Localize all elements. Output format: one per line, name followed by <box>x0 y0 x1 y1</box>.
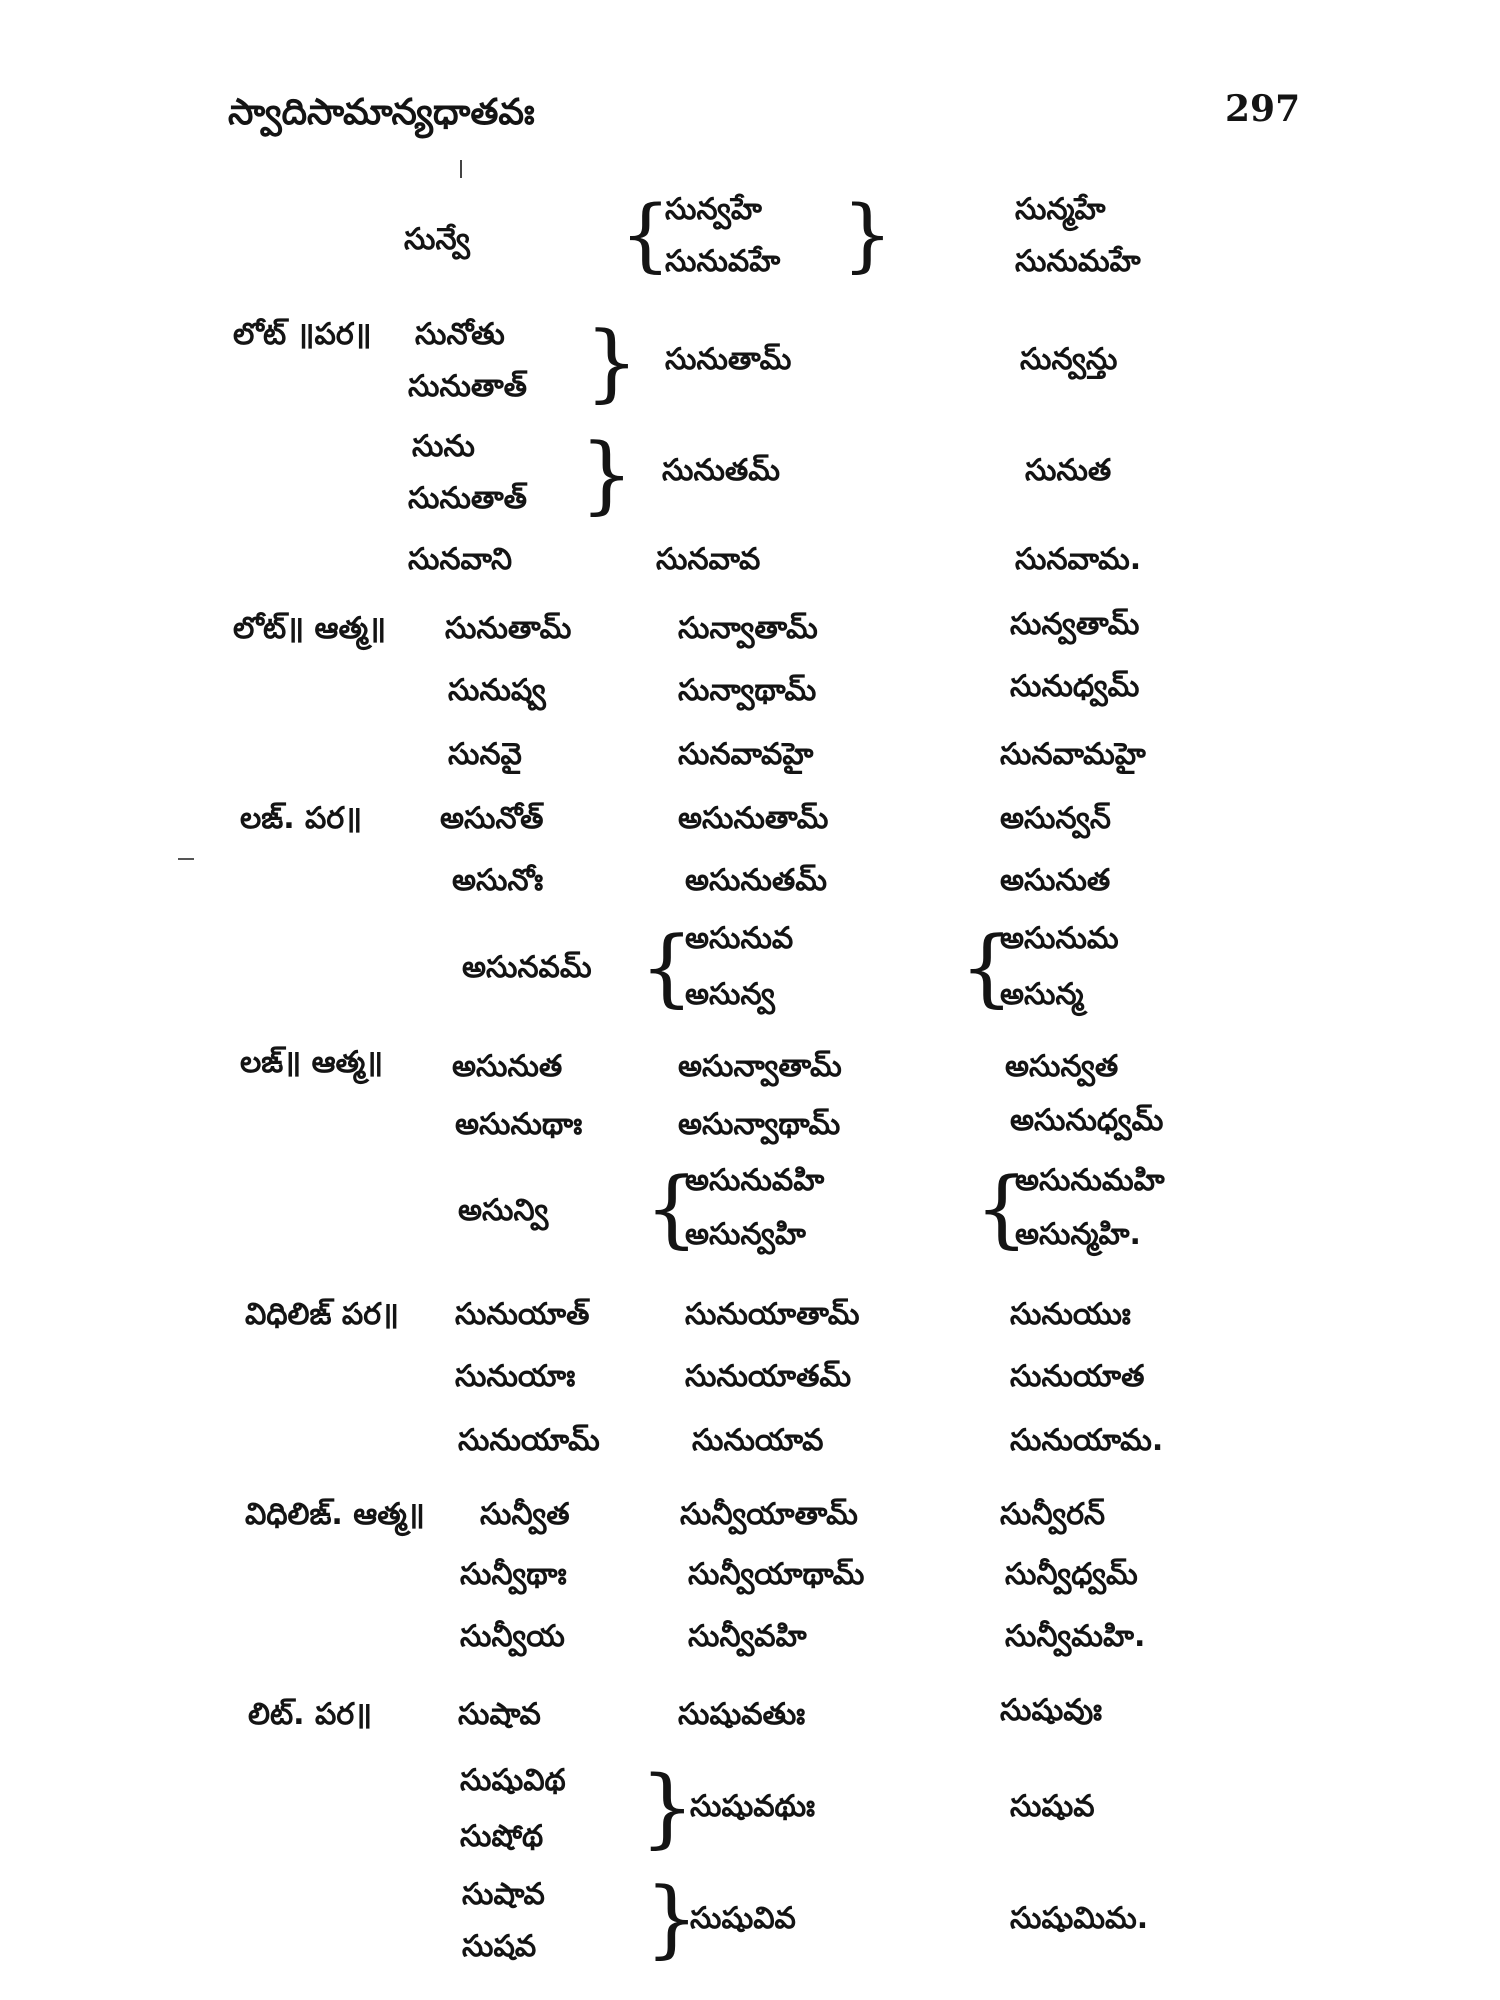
tense-label: లఙ్. పర॥ <box>240 801 363 836</box>
tense-label: విధిలిఙ్ పర॥ <box>245 1297 399 1332</box>
form-cell: అసున్వి <box>458 1193 549 1228</box>
form-cell: సునుతామ్ <box>665 342 792 377</box>
form-cell: సున్వీరన్ <box>1000 1497 1106 1532</box>
form-cell: సుషువుః <box>1000 1693 1103 1728</box>
form-cell: సునుతామ్ <box>445 611 572 646</box>
form-cell: సునవావ <box>656 542 761 577</box>
left-brace-icon: { <box>645 1159 699 1257</box>
form-cell: సునవావహై <box>678 737 814 772</box>
form-cell: సుషావ <box>462 1877 545 1912</box>
form-cell: సుషువిథ <box>460 1763 566 1798</box>
form-cell: అసునుథాః <box>455 1107 583 1142</box>
form-cell: సునుయాతమ్ <box>685 1359 852 1394</box>
right-brace-icon: } <box>580 425 634 523</box>
form-cell: అసున్వన్ <box>1000 801 1111 836</box>
form-cell: సునవాని <box>408 542 513 577</box>
form-cell: సున్వాథామ్ <box>678 673 817 708</box>
form-cell: సున్వన్తు <box>1020 342 1118 377</box>
form-cell: సునువహే <box>665 244 781 279</box>
form-cell: సున్వీధ్వమ్ <box>1005 1557 1138 1592</box>
form-cell: అసునుత <box>1000 863 1111 898</box>
form-cell: సున్వతామ్ <box>1010 607 1140 642</box>
form-cell: సున్వీయాతామ్ <box>680 1497 858 1532</box>
form-cell: సున్వాతామ్ <box>678 611 818 646</box>
print-speck <box>460 160 462 178</box>
form-cell: సుషువ <box>1010 1789 1095 1824</box>
margin-mark <box>178 858 194 860</box>
form-cell: సునుయాత <box>1010 1359 1145 1394</box>
form-cell: అసున్మహి. <box>1015 1217 1141 1252</box>
form-cell: సునవై <box>448 737 522 772</box>
form-cell: అసునుమ <box>1000 921 1119 956</box>
right-brace-icon: } <box>640 1758 695 1858</box>
form-cell: సునుయాతామ్ <box>685 1297 860 1332</box>
form-cell: అసునుతామ్ <box>678 801 829 836</box>
form-cell: సునవామహై <box>1000 737 1146 772</box>
tense-label: లోట్॥ ఆత్మ॥ <box>233 611 387 646</box>
form-cell: సునుత <box>1025 453 1112 488</box>
page-number: 297 <box>1225 88 1301 130</box>
form-cell: సున్వహే <box>665 192 762 227</box>
form-cell: సునుమహే <box>1015 244 1141 279</box>
left-brace-icon: { <box>620 188 671 281</box>
form-cell: సునుయామ. <box>1010 1423 1164 1458</box>
form-cell: అసున్వహి <box>685 1217 806 1252</box>
form-cell: అసునుతమ్ <box>685 863 827 898</box>
form-cell: సుషువివ <box>690 1901 796 1936</box>
form-cell: అసునువహి <box>685 1163 825 1198</box>
tense-label: లిట్. పర॥ <box>248 1697 373 1732</box>
left-brace-icon: { <box>640 918 694 1016</box>
form-cell: సునుతాత్ <box>408 481 528 516</box>
tense-label: లోట్ ॥పర॥ <box>233 317 372 352</box>
form-cell: సున్వీవహి <box>688 1619 807 1654</box>
form-cell: సున్వీత <box>480 1497 570 1532</box>
form-cell: సుషువతుః <box>678 1697 806 1732</box>
left-brace-icon: { <box>975 1159 1029 1257</box>
form-cell: సుషవ <box>462 1929 537 1964</box>
tense-label: విధిలిఙ్. ఆత్మ॥ <box>245 1497 425 1532</box>
right-brace-icon: } <box>645 1869 699 1967</box>
form-cell: సున్వీమహి. <box>1005 1619 1146 1654</box>
form-cell: సున్వే <box>404 222 470 257</box>
form-cell: సున్వీయాథామ్ <box>688 1557 865 1592</box>
form-cell: సున్మహే <box>1015 192 1106 227</box>
form-cell: అసునవమ్ <box>462 950 592 985</box>
right-brace-icon: } <box>585 313 639 411</box>
form-cell: అసునోః <box>452 863 544 898</box>
form-cell: అసున్వత <box>1005 1049 1119 1084</box>
form-cell: సునుయామ్ <box>458 1423 600 1458</box>
form-cell: సునుయావ <box>692 1423 824 1458</box>
form-cell: అసునుధ్వమ్ <box>1010 1103 1164 1138</box>
form-cell: సున్వీథాః <box>460 1557 567 1592</box>
form-cell: సునుయాః <box>455 1359 576 1394</box>
form-cell: అసున్వాతామ్ <box>678 1049 842 1084</box>
tense-label: లఙ్॥ ఆత్మ॥ <box>240 1045 384 1080</box>
form-cell: అసునువ <box>685 921 794 956</box>
left-brace-icon: { <box>960 918 1014 1016</box>
form-cell: సునుతాత్ <box>408 369 528 404</box>
form-cell: సునోతు <box>415 317 505 352</box>
form-cell: సునుతమ్ <box>662 453 780 488</box>
running-header: స్వాదిసామాన్యధాతవః <box>228 92 535 133</box>
form-cell: సుషువథుః <box>690 1789 815 1824</box>
right-brace-icon: } <box>842 188 893 281</box>
form-cell: సునుధ్వమ్ <box>1010 669 1140 704</box>
form-cell: అసున్వాథామ్ <box>678 1107 841 1142</box>
form-cell: అసున్వ <box>685 977 775 1012</box>
form-cell: సుషుమిమ. <box>1010 1901 1149 1936</box>
form-cell: సుషోథ <box>460 1819 544 1854</box>
form-cell: సునుయుః <box>1010 1297 1131 1332</box>
form-cell: సున్వీయ <box>460 1619 565 1654</box>
form-cell: అసునుమహి <box>1015 1163 1165 1198</box>
form-cell: అసునోత్ <box>440 801 544 836</box>
form-cell: సుషావ <box>458 1697 541 1732</box>
form-cell: సునుష్వ <box>448 673 546 708</box>
form-cell: సునుయాత్ <box>455 1297 590 1332</box>
form-cell: సునవామ. <box>1015 542 1142 577</box>
form-cell: అసునుత <box>452 1049 563 1084</box>
form-cell: అసున్మ <box>1000 977 1084 1012</box>
form-cell: సును <box>412 429 475 464</box>
